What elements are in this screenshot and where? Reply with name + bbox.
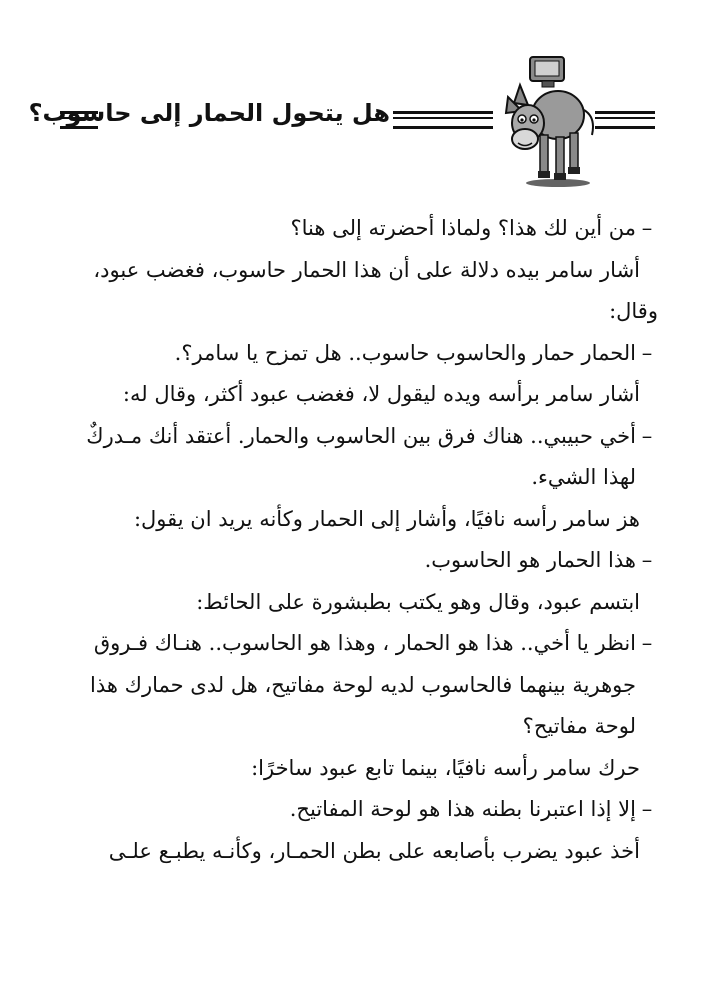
dialogue-line: –إلا إذا اعتبرنا بطنه هذا هو لوحة المفاتيح. — [289, 797, 653, 821]
narration-line: أخذ عبود يضرب بأصابعه على بطن الحمـار، وكأنـه يطبـع علـى — [108, 838, 640, 863]
page-title: هل يتحول الحمار إلى حاسوب؟ — [28, 99, 390, 127]
story-text — [60, 208, 658, 872]
dialogue-line: جوهرية بينهما فالحاسوب لديه لوحة مفاتيح، هل لدى حمارك هذا — [90, 672, 636, 697]
dialogue-line: لوحة مفاتيح؟ — [522, 714, 636, 738]
donkey-with-computer-icon — [500, 55, 600, 190]
narration-line: حرك سامر رأسه نافيًا، بينما تابع عبود ساخرًا: — [251, 755, 640, 780]
narration-line: ابتسم عبود، وقال وهو يكتب بطبشورة على الحائط: — [196, 589, 640, 614]
narration-line: أشار سامر برأسه ويده ليقول لا، فغضب عبود أكثر، وقال له: — [122, 382, 640, 406]
dialogue-line: –أخي حبيبي.. هناك فرق بين الحاسوب والحمار. أعتقد أنك مـدركٌ — [86, 423, 653, 448]
page-header — [28, 55, 665, 190]
title-rule-right — [595, 111, 655, 129]
dialogue-line: –الحمار حمار والحاسوب حاسوب.. هل تمزح يا سامر؟. — [174, 340, 653, 365]
dialogue-line: –هذا الحمار هو الحاسوب. — [424, 548, 653, 572]
dialogue-line: –انظر يا أخي.. هذا هو الحمار ، وهذا هو الحاسوب.. هنـاك فـروق — [93, 631, 653, 655]
narration-line: أشار سامر بيده دلالة على أن هذا الحمار حاسوب، فغضب عبود، — [93, 257, 640, 282]
narration-line: وقال: — [609, 299, 658, 323]
dialogue-line: لهذا الشيء. — [531, 465, 636, 489]
title-rule-middle — [393, 111, 493, 129]
dialogue-line: –من أين لك هذا؟ ولماذا أحضرته إلى هنا؟ — [290, 216, 653, 240]
narration-line: هز سامر رأسه نافيًا، وأشار إلى الحمار وكأنه يريد ان يقول: — [133, 506, 640, 531]
